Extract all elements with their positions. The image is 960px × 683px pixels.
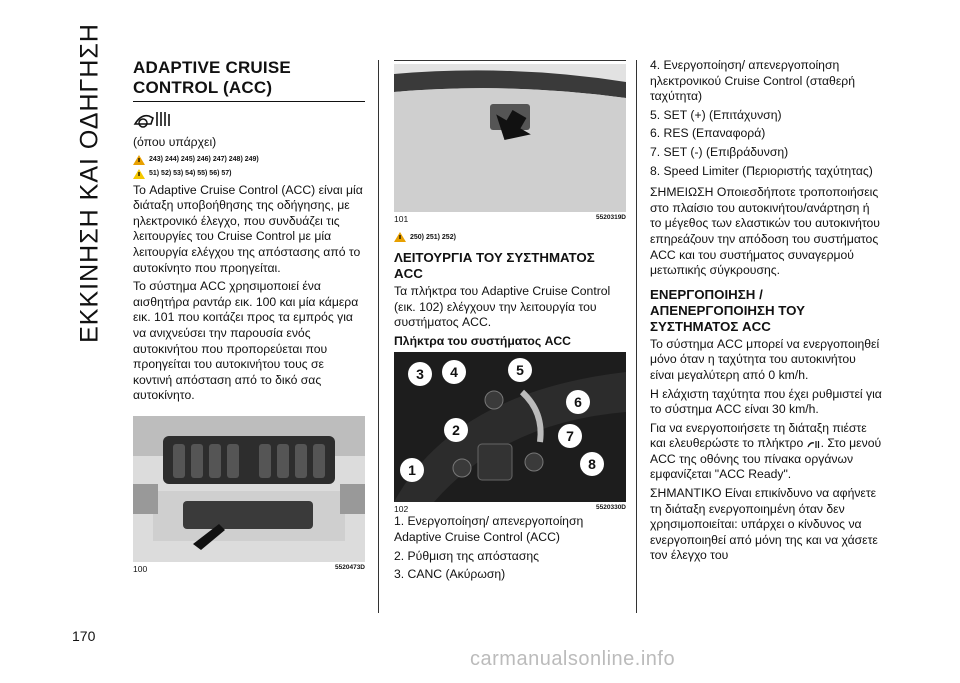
list-item: 3. CANC (Ακύρωση) bbox=[394, 567, 506, 582]
figure-100-front-grille bbox=[133, 416, 365, 562]
figure-100-caption: 100 5520473D bbox=[133, 563, 365, 574]
callout-6: 6 bbox=[566, 390, 590, 414]
buttons-intro: Τα πλήκτρα του Adaptive Cruise Control (εικ. 102) ελέγχουν την λειτουργία του συστήματος ACC. bbox=[394, 284, 611, 330]
callout-7: 7 bbox=[558, 424, 582, 448]
list-item: 4. Ενεργοποίηση/ απενεργοποίηση ηλεκτρονικού Cruise Control (σταθερή ταχύτητα) bbox=[650, 58, 855, 104]
column-divider bbox=[636, 60, 637, 613]
sensor-paragraph: Το σύστημα ACC χρησιμοποιεί ένα αισθητήρα ραντάρ εικ. 100 και μία κάμερα εικ. 101 που κοιτάζει προς τα εμπρός για να ανιχνεύσει την παρουσία ενός αυτοκινήτου που προπορεύεται που προηγείται του αυτοκινήτου τους σε κοντινή απόσταση από το δικό σας αυτοκίνητο. bbox=[133, 279, 359, 403]
list-item: 2. Ρύθμιση της απόστασης bbox=[394, 548, 540, 563]
side-section-tab bbox=[70, 23, 110, 343]
buttons-subheading: Πλήκτρα του συστήματος ACC bbox=[394, 333, 571, 348]
activation-paragraph: Το σύστημα ACC μπορεί να ενεργοποιηθεί μόνο όταν η ταχύτητα του αυτοκινήτου είναι μεγαλύτερη από 0 km/h. bbox=[650, 336, 880, 382]
section-title bbox=[133, 58, 365, 102]
callout-2: 2 bbox=[444, 418, 468, 442]
caution-refs: 51) 52) 53) 54) 55) 56) 57) bbox=[133, 169, 365, 179]
callout-3: 3 bbox=[408, 362, 432, 386]
figure-101-windshield-camera bbox=[394, 64, 626, 212]
column-1 bbox=[133, 58, 365, 574]
column-2 bbox=[394, 60, 626, 586]
list-item: 1. Ενεργοποίηση/ απενεργοποίηση Adaptive Cruise Control (ACC) bbox=[394, 514, 584, 544]
list-item: 8. Speed Limiter (Περιοριστής ταχύτητας) bbox=[650, 163, 873, 178]
activate-instructions: Για να ενεργοποιήσετε τη διάταξη πιέστε και ελευθερώστε το πλήκτρο . Στο μενού ACC της οθόνης του πίνακα οργάνων εμφανίζεται "ACC Ready". bbox=[650, 420, 882, 482]
intro-paragraph: Το Adaptive Cruise Control (ACC) είναι μία διάταξη υποβοήθησης της οδήγησης, με ηλεκτρονικό έλεγχο, που συνδυάζει τις λειτουργίες του Cruise Control με μία λειτουργία ελέγχου της απόστασης από το αυτοκίνητο που προηγείται. bbox=[133, 182, 363, 275]
list-item: 6. RES (Επαναφορά) bbox=[650, 126, 766, 141]
callout-5: 5 bbox=[508, 358, 532, 382]
callout-1: 1 bbox=[400, 458, 424, 482]
caution-triangle-icon bbox=[133, 169, 145, 179]
warning-refs-2: 250) 251) 252) bbox=[394, 232, 626, 242]
page-number: 170 bbox=[72, 628, 96, 644]
column-divider bbox=[378, 60, 379, 613]
activation-heading: ΕΝΕΡΓΟΠΟΙΗΣΗ / ΑΠΕΝΕΡΓΟΠΟΙΗΣΗ ΤΟΥ ΣΥΣΤΗΜΑΤΟΣ ACC bbox=[650, 286, 805, 334]
watermark: carmanualsonline.info bbox=[470, 648, 676, 670]
operation-heading: ΛΕΙΤΟΥΡΓΙΑ ΤΟΥ ΣΥΣΤΗΜΑΤΟΣ ACC bbox=[394, 250, 595, 281]
figure-102-steering-buttons bbox=[394, 352, 626, 502]
warning-paragraph: ΣΗΜΑΝΤΙΚΟ Είναι επικίνδυνο να αφήνετε τη διάταξη ενεργοποιημένη όταν δεν χρησιμοποιείται: υπάρχει ο κίνδυνος να ενεργοποιηθεί από μόνη της και να χάσετε τον έλεγχο του bbox=[650, 486, 878, 563]
list-item: 7. SET (-) (Επιβράδυνση) bbox=[650, 144, 789, 159]
figure-102-caption: 102 5520330D bbox=[394, 504, 626, 515]
callout-4: 4 bbox=[442, 360, 466, 384]
callout-8: 8 bbox=[580, 452, 604, 476]
section-title-line1: ADAPTIVE CRUISE bbox=[133, 58, 291, 77]
warning-triangle-icon bbox=[133, 155, 145, 165]
note-paragraph: ΣΗΜΕΙΩΣΗ Οποιεσδήποτε τροποποιήσεις στο πλαίσιο του αυτοκινήτου/ανάρτηση ή το μέγεθος των ελαστικών του αυτοκινήτου επηρεάζουν την απόδοση του συστήματος ACC και του συστήματος συναγερμού μετωπικής σύγκρουσης. bbox=[650, 185, 880, 278]
availability-note: (όπου υπάρχει) bbox=[133, 135, 217, 149]
warning-refs: 243) 244) 245) 246) 247) 248) 249) bbox=[133, 155, 365, 165]
warning-triangle-icon bbox=[394, 232, 406, 242]
figure-101-caption: 101 5520319D bbox=[394, 214, 626, 224]
acc-button-icon bbox=[807, 439, 821, 449]
side-section-label: ΕΚΚΙΝΗΣΗ ΚΑΙ ΟΔΗΓΗΣΗ bbox=[75, 23, 104, 343]
list-item: 5. SET (+) (Επιτάχυνση) bbox=[650, 107, 782, 122]
min-speed-paragraph: Η ελάχιστη ταχύτητα που έχει ρυθμιστεί για το σύστημα ACC είναι 30 km/h. bbox=[650, 386, 882, 417]
acc-symbol-icon bbox=[133, 108, 365, 135]
section-title-line2: CONTROL (ACC) bbox=[133, 78, 273, 97]
column-3 bbox=[650, 58, 882, 567]
